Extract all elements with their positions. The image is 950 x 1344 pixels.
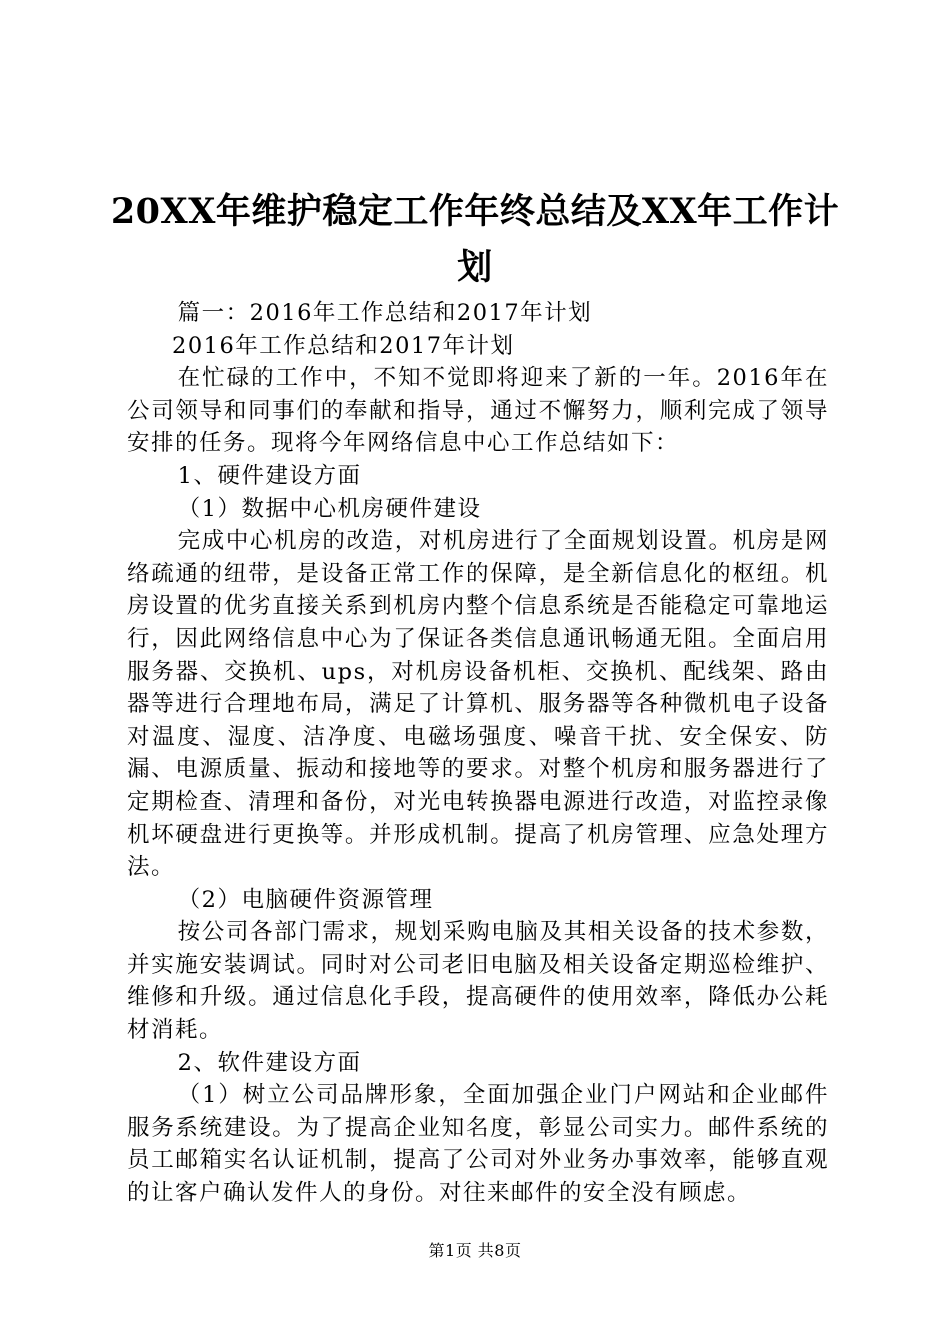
section-heading: 篇一：2016年工作总结和2017年计划: [177, 300, 593, 326]
title-line-1: 20XX年维护稳定工作年终总结及XX年工作计: [110, 191, 840, 232]
heading-software: 2、软件建设方面: [177, 1049, 362, 1076]
heading-hardware: 1、硬件建设方面: [177, 462, 362, 489]
pc-hardware-paragraph: 按公司各部门需求，规划采购电脑及其相关设备的技术参数，并实施安装调试。同时对公司老旧电脑及相关设备定期巡检维护、维修和升级。通过信息化手段，提高硬件的使用效率，降低办公耗材消耗。: [127, 919, 829, 1044]
document-body: [127, 297, 829, 1210]
subheading-datacenter: （1）数据中心机房硬件建设: [177, 495, 482, 522]
title-line-2: 划: [457, 247, 493, 288]
subtitle-paragraph: 2016年工作总结和2017年计划: [172, 332, 515, 359]
document-title: [0, 184, 950, 296]
intro-paragraph: 在忙碌的工作中，不知不觉即将迎来了新的一年。2016年在公司领导和同事们的奉献和指导，通过不懈努力，顺利完成了领导安排的任务。现将今年网络信息中心工作总结如下：: [127, 365, 829, 457]
subheading-pc-hardware: （2）电脑硬件资源管理: [177, 886, 434, 913]
page-footer: 第1页 共8页: [428, 1241, 522, 1260]
software-paragraph: （1）树立公司品牌形象，全面加强企业门户网站和企业邮件服务系统建设。为了提高企业知名度，彰显公司实力。邮件系统的员工邮箱实名认证机制，提高了公司对外业务办事效率，能够直观的让客户确认发件人的身份。对往来邮件的安全没有顾虑。: [127, 1082, 829, 1207]
datacenter-paragraph: 完成中心机房的改造，对机房进行了全面规划设置。机房是网络疏通的纽带，是设备正常工作的保障，是全新信息化的枢纽。机房设置的优劣直接关系到机房内整个信息系统是否能稳定可靠地运行，因此网络信息中心为了保证各类信息通讯畅通无阻。全面启用服务器、交换机、ups，对机房设备机柜、交换机、配线架、路由器等进行合理地布局，满足了计算机、服务器等各种微机电子设备对温度、湿度、洁净度、电磁场强度、噪音干扰、安全保安、防漏、电源质量、振动和接地等的要求。对整个机房和服务器进行了定期检查、清理和备份，对光电转换器电源进行改造，对监控录像机坏硬盘进行更换等。并形成机制。提高了机房管理、应急处理方法。: [127, 528, 829, 881]
